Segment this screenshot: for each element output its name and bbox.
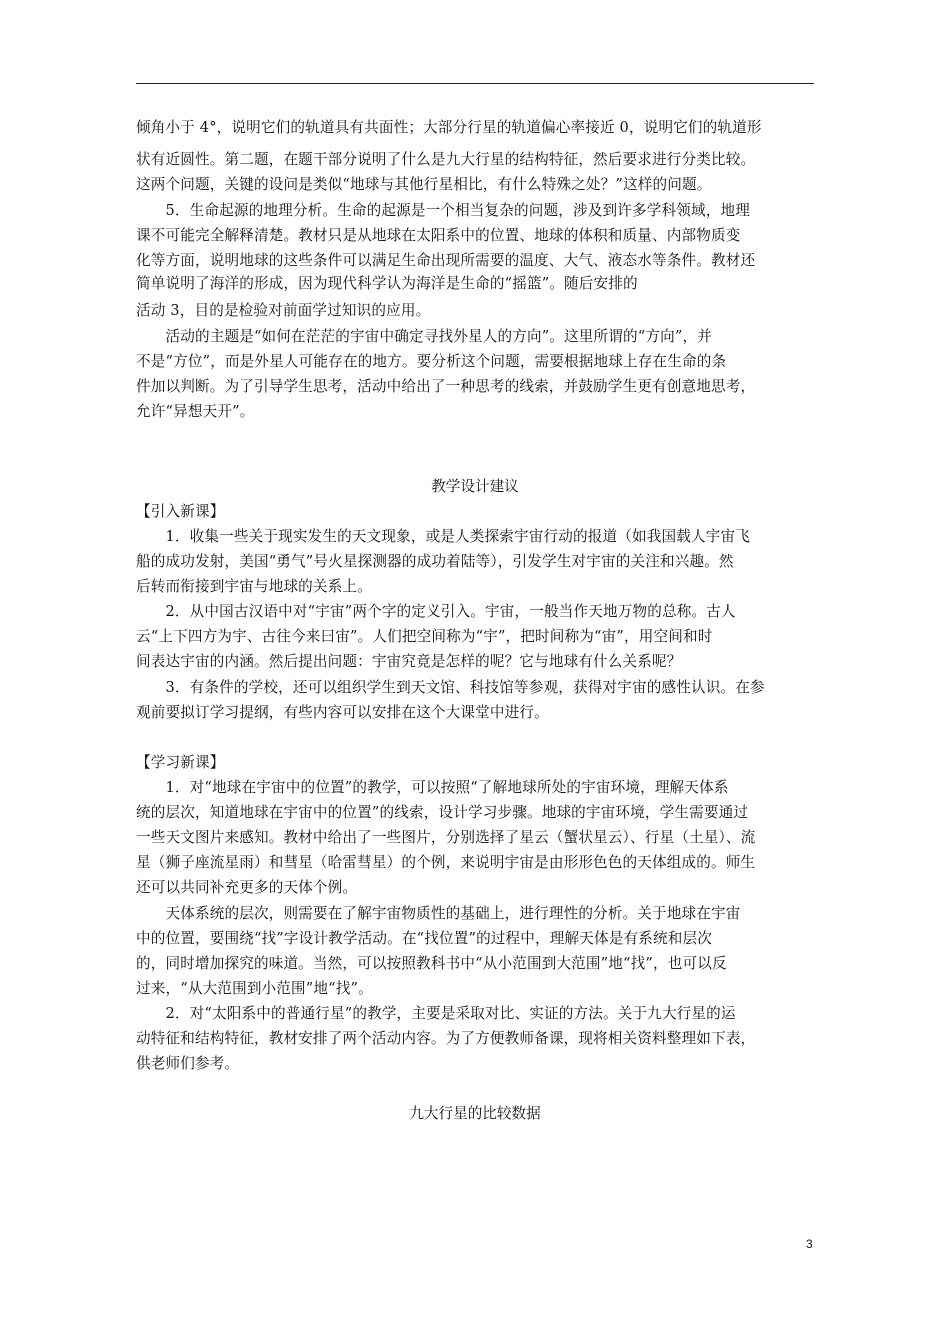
text-line: 不是“方位”，而是外星人可能存在的地方。要分析这个问题，需要根据地球上存在生命的条 — [136, 353, 727, 370]
text-line: 云“上下四方为宇、古往今来曰宙”。人们把空间称为“宇”，把时间称为“宙”，用空间和时 — [136, 628, 713, 645]
text-line: 化等方面，说明地球的这些条件可以满足生命出现所需要的温度、大气、液态水等条件。教材还 — [136, 252, 756, 269]
text-line: 5．生命起源的地理分析。生命的起源是一个相当复杂的问题，涉及到许多学科领域，地理 — [136, 202, 750, 219]
text-line: 星（狮子座流星雨）和彗星（哈雷彗星）的个例，来说明宇宙是由形形色色的天体组成的。师生 — [136, 854, 756, 871]
page-number: 3 — [806, 1237, 813, 1251]
text-line: 中的位置，要围绕“找”字设计教学活动。在“找位置”的过程中，理解天体是有系统和层次 — [136, 930, 712, 947]
text-line: 统的层次，知道地球在宇宙中的位置”的线索，设计学习步骤。地球的宇宙环境，学生需要通过 — [136, 804, 749, 821]
text-line: 一些天文图片来感知。教材中给出了一些图片，分别选择了星云（蟹状星云）、行星（土星）、流 — [136, 829, 756, 846]
text-line: 倾角小于 4°，说明它们的轨道具有共面性；大部分行星的轨道偏心率接近 0，说明它们的轨道形 — [136, 119, 762, 136]
text-line: 课不可能完全解释清楚。教材只是从地球在太阳系中的位置、地球的体积和质量、内部物质变 — [136, 227, 741, 244]
text-line: 件加以判断。为了引导学生思考，活动中给出了一种思考的线索，并鼓励学生更有创意地思考， — [136, 378, 756, 395]
text-line: 过来，“从大范围到小范围”地“找”。 — [136, 980, 373, 997]
text-line: 天体系统的层次，则需要在了解宇宙物质性的基础上，进行理性的分析。关于地球在宇宙 — [136, 905, 741, 922]
header-rule — [136, 83, 814, 84]
text-line: 的，同时增加探究的味道。当然，可以按照教科书中“从小范围到大范围”地“找”，也可以反 — [136, 955, 727, 972]
text-line: 后转而衔接到宇宙与地球的关系上。 — [136, 578, 372, 595]
text-line: 间表达宇宙的内涵。然后提出问题：宇宙究竟是怎样的呢？它与地球有什么关系呢？ — [136, 653, 682, 670]
text-line: 活动 3，目的是检验对前面学过知识的应用。 — [136, 302, 431, 319]
text-line: 1．对“地球在宇宙中的位置”的教学，可以按照“了解地球所处的宇宙环境，理解天体系 — [136, 779, 729, 796]
section-heading: 【引入新课】 — [136, 503, 225, 520]
text-line: 动特征和结构特征，教材安排了两个活动内容。为了方便教师备课，现将相关资料整理如下表， — [136, 1030, 756, 1047]
text-line: 2．对“太阳系中的普通行星”的教学，主要是采取对比、实证的方法。关于九大行星的运 — [136, 1005, 736, 1022]
section-title: 教学设计建议 — [431, 478, 519, 495]
section-heading: 【学习新课】 — [136, 754, 225, 771]
text-line: 观前要拟订学习提纲，有些内容可以安排在这个大课堂中进行。 — [136, 704, 549, 721]
text-line: 3．有条件的学校，还可以组织学生到天文馆、科技馆等参观，获得对宇宙的感性认识。在参 — [136, 679, 765, 696]
text-line: 简单说明了海洋的形成，因为现代科学认为海洋是生命的“摇篮”。随后安排的 — [136, 275, 638, 292]
text-line: 状有近圆性。第二题，在题干部分说明了什么是九大行星的结构特征，然后要求进行分类比较。 — [136, 151, 756, 168]
text-line: 允许“异想天开”。 — [136, 403, 255, 420]
text-line: 活动的主题是“如何在茫茫的宇宙中确定寻找外星人的方向”。这里所谓的“方向”，并 — [136, 328, 712, 345]
text-line: 供老师们参考。 — [136, 1055, 240, 1072]
text-line: 2．从中国古汉语中对“宇宙”两个字的定义引入。宇宙，一般当作天地万物的总称。古人 — [136, 603, 736, 620]
text-line: 船的成功发射，美国“勇气”号火星探测器的成功着陆等），引发学生对宇宙的关注和兴趣。然 — [136, 553, 734, 570]
text-line: 还可以共同补充更多的天体个例。 — [136, 879, 358, 896]
text-line: 1．收集一些关于现实发生的天文现象，或是人类探索宇宙行动的报道（如我国载人宇宙飞 — [136, 528, 750, 545]
text-line: 这两个问题，关键的设问是类似“地球与其他行星相比，有什么特殊之处？”这样的问题。 — [136, 176, 712, 193]
table-title: 九大行星的比较数据 — [409, 1105, 541, 1122]
